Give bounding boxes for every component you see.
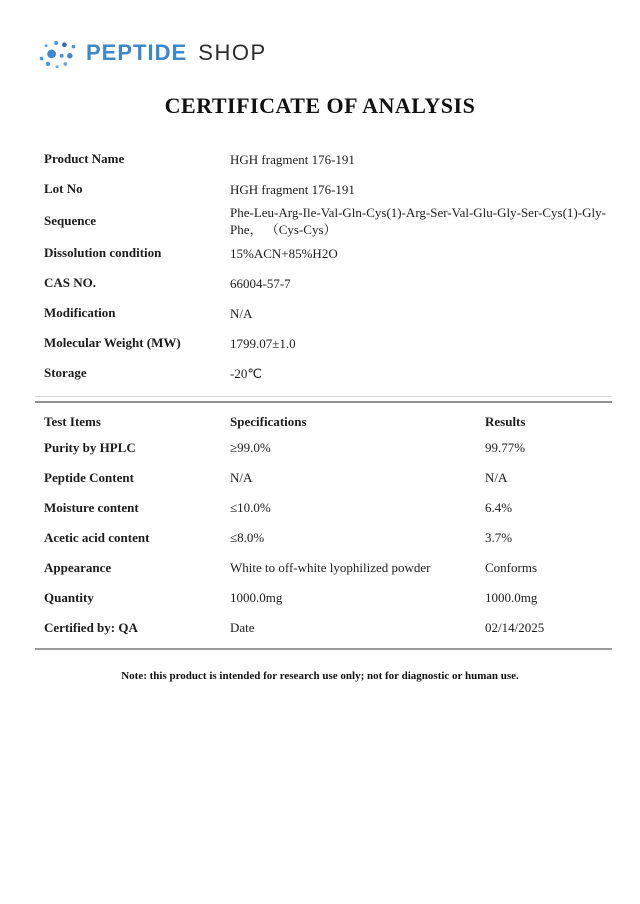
info-value: HGH fragment 176-191: [230, 151, 355, 167]
page-title: CERTIFICATE OF ANALYSIS: [164, 93, 476, 118]
test-row-quantity: [44, 583, 612, 613]
test-row-peptide-content: [44, 463, 612, 493]
info-value: Phe-Leu-Arg-Ile-Val-Gln-Cys(1)-Arg-Ser-Val-Glu-Gly-Ser-Cys(1)-Gly-Phe， （Cys-Cys）: [230, 205, 606, 237]
test-item: Quantity: [44, 590, 94, 605]
info-row-lot-no: [44, 174, 612, 204]
info-label: Molecular Weight (MW): [44, 335, 181, 350]
info-label: Sequence: [44, 213, 96, 228]
test-result: Conforms: [485, 560, 537, 575]
test-result: N/A: [485, 470, 508, 485]
molecule-dots-icon: [37, 31, 79, 75]
test-result: 3.7%: [485, 530, 513, 545]
info-value: 1799.07±1.0: [230, 335, 296, 351]
test-result: 6.4%: [485, 500, 513, 515]
info-label: Product Name: [44, 151, 125, 166]
info-label: Lot No: [44, 181, 83, 196]
test-spec: 1000.0mg: [230, 590, 283, 605]
info-value: -20℃: [230, 365, 262, 381]
test-spec: ≤8.0%: [230, 530, 265, 545]
info-label: Modification: [44, 305, 116, 320]
product-info-table: [44, 144, 612, 388]
footer-divider: [35, 648, 612, 650]
brand-name: [86, 40, 267, 66]
brand-name-shop: SHOP: [198, 40, 267, 65]
test-results-table: [44, 403, 612, 643]
certified-by-label: Certified by: QA: [44, 620, 138, 635]
test-spec: ≥99.0%: [230, 440, 271, 455]
info-label: CAS NO.: [44, 275, 97, 290]
info-row-product-name: [44, 144, 612, 174]
test-row-acetic-acid-content: [44, 523, 612, 553]
info-value: HGH fragment 176-191: [230, 181, 355, 197]
info-row-modification: [44, 298, 612, 328]
test-item: Moisture content: [44, 500, 139, 515]
test-spec: White to off-white lyophilized powder: [230, 560, 431, 575]
info-value: N/A: [230, 305, 253, 321]
info-row-dissolution-condition: [44, 238, 612, 268]
info-row-storage: [44, 358, 612, 388]
test-row-moisture-content: [44, 493, 612, 523]
test-table-header-row: [44, 403, 612, 433]
brand-logo: [37, 31, 267, 75]
column-header-results: Results: [485, 414, 526, 429]
test-item: Purity by HPLC: [44, 440, 136, 455]
info-value: 66004-57-7: [230, 275, 291, 291]
certified-date-value: 02/14/2025: [485, 620, 545, 635]
info-row-cas-no: [44, 268, 612, 298]
test-result: 1000.0mg: [485, 590, 538, 605]
brand-name-peptide: PEPTIDE: [86, 40, 188, 65]
test-spec: ≤10.0%: [230, 500, 271, 515]
info-label: Storage: [44, 365, 87, 380]
column-header-test-items: Test Items: [44, 414, 101, 429]
disclaimer-note: Note: this product is intended for research use only; not for diagnostic or human use.: [121, 670, 519, 682]
info-value: 15%ACN+85%H2O: [230, 245, 338, 261]
test-row-purity-hplc: [44, 433, 612, 463]
test-row-appearance: [44, 553, 612, 583]
test-item: Peptide Content: [44, 470, 134, 485]
test-spec: N/A: [230, 470, 253, 485]
info-label: Dissolution condition: [44, 245, 162, 260]
test-result: 99.77%: [485, 440, 526, 455]
test-item: Acetic acid content: [44, 530, 150, 545]
date-label: Date: [230, 620, 255, 635]
info-row-molecular-weight: [44, 328, 612, 358]
info-row-sequence: [44, 204, 612, 238]
test-item: Appearance: [44, 560, 112, 575]
table-top-divider: [35, 396, 612, 403]
column-header-specifications: Specifications: [230, 414, 307, 429]
test-row-certified-by: [44, 613, 612, 643]
